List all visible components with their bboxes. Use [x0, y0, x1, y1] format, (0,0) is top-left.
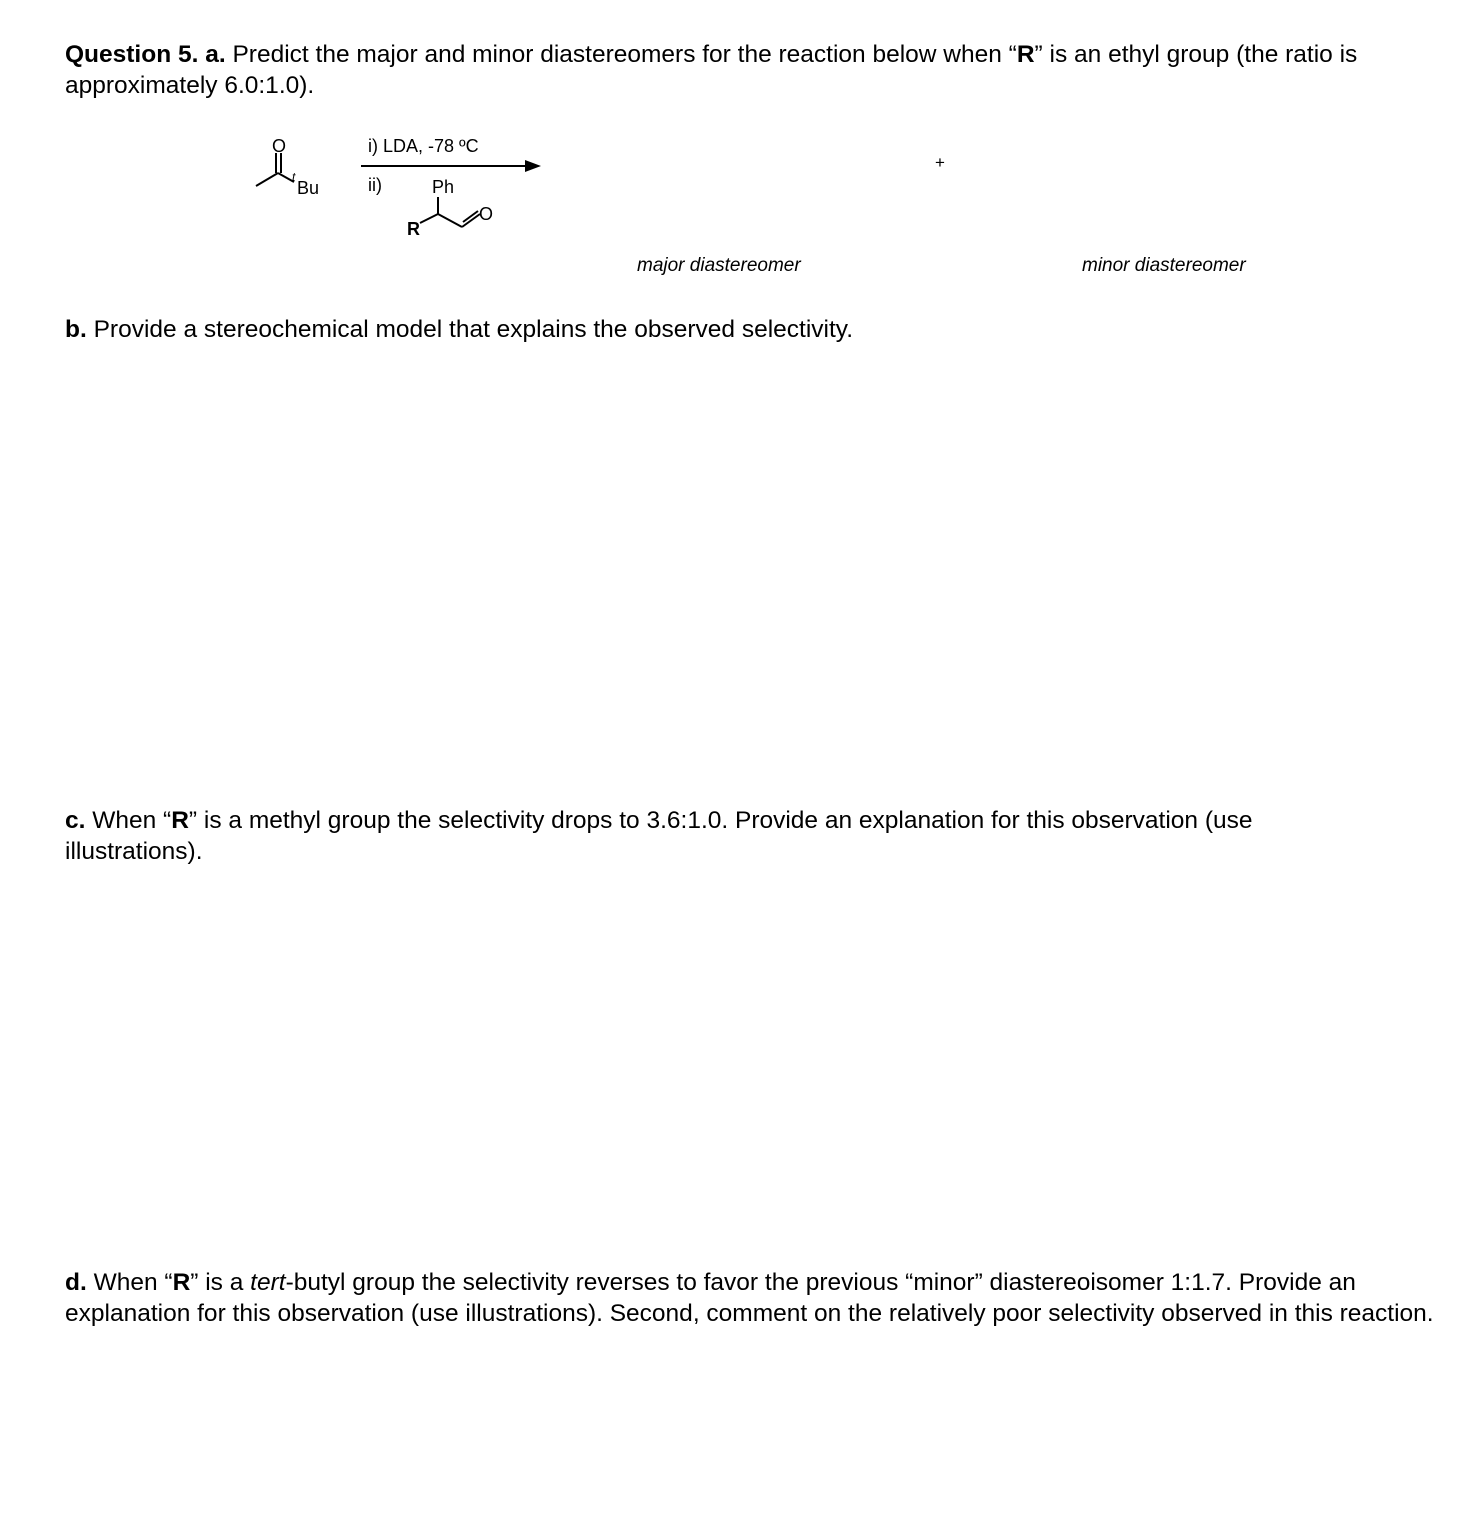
major-diastereomer-label: major diastereomer [637, 255, 801, 276]
ketone-structure [256, 153, 294, 186]
question-a [65, 39, 1435, 101]
question-d-text-3: -butyl group the selectivity reverses to favor the previous “minor” diastereoisomer 1:1.7. Provide an explanation for this observation (use illustrations). Second, comment on the relatively poor selectivity observed in this reaction. [65, 1269, 1434, 1327]
ketone-oxygen-label: O [272, 136, 287, 156]
question-c [65, 805, 1365, 867]
question-c-r: R [171, 807, 189, 834]
ketone-tbu-prefix: t [292, 170, 296, 184]
question-b-text: Provide a stereochemical model that explains the observed selectivity. [86, 316, 854, 343]
question-c-text-1: When “ [85, 807, 172, 834]
reagent-step-1: i) LDA, -78 ºC [368, 136, 479, 156]
aldehyde-structure [420, 197, 480, 227]
minor-diastereomer-label: minor diastereomer [1082, 255, 1246, 276]
question-d-text-1: When “ [86, 1269, 173, 1296]
question-b-label: b. [65, 316, 87, 343]
question-c-label: c. [65, 807, 86, 834]
aldehyde-ch2-bond [438, 214, 462, 227]
question-c-text-2: ” is a methyl group the selectivity drops to 3.6:1.0. Provide an explanation for this observation (use illustrations). [65, 807, 1253, 865]
question-d-label: d. [65, 1269, 87, 1296]
question-a-text-1: Predict the major and minor diastereomers for the reaction below when “ [225, 41, 1017, 68]
question-d [65, 1267, 1435, 1329]
reaction-scheme [0, 120, 1478, 290]
question-a-r: R [1016, 41, 1035, 68]
plus-sign: + [935, 153, 945, 172]
reaction-arrow-head [525, 160, 541, 172]
aldehyde-r-label: R [407, 219, 420, 239]
question-a-text-2: ” is an ethyl group (the ratio is approximately 6.0:1.0). [65, 41, 1358, 99]
aldehyde-ph-label: Ph [432, 177, 455, 197]
reagent-step-2: ii) [368, 175, 382, 195]
ketone-tbu-label: Bu [297, 178, 320, 198]
ketone-methyl-bond [256, 173, 278, 186]
question-a-label: Question 5. a. [65, 41, 226, 68]
question-d-text-2: ” is a [190, 1269, 251, 1296]
question-d-tert: tert [250, 1269, 286, 1296]
question-b [65, 314, 1435, 345]
aldehyde-r-bond [420, 214, 438, 223]
aldehyde-oxygen-label: O [479, 204, 494, 224]
question-d-r: R [172, 1269, 191, 1296]
